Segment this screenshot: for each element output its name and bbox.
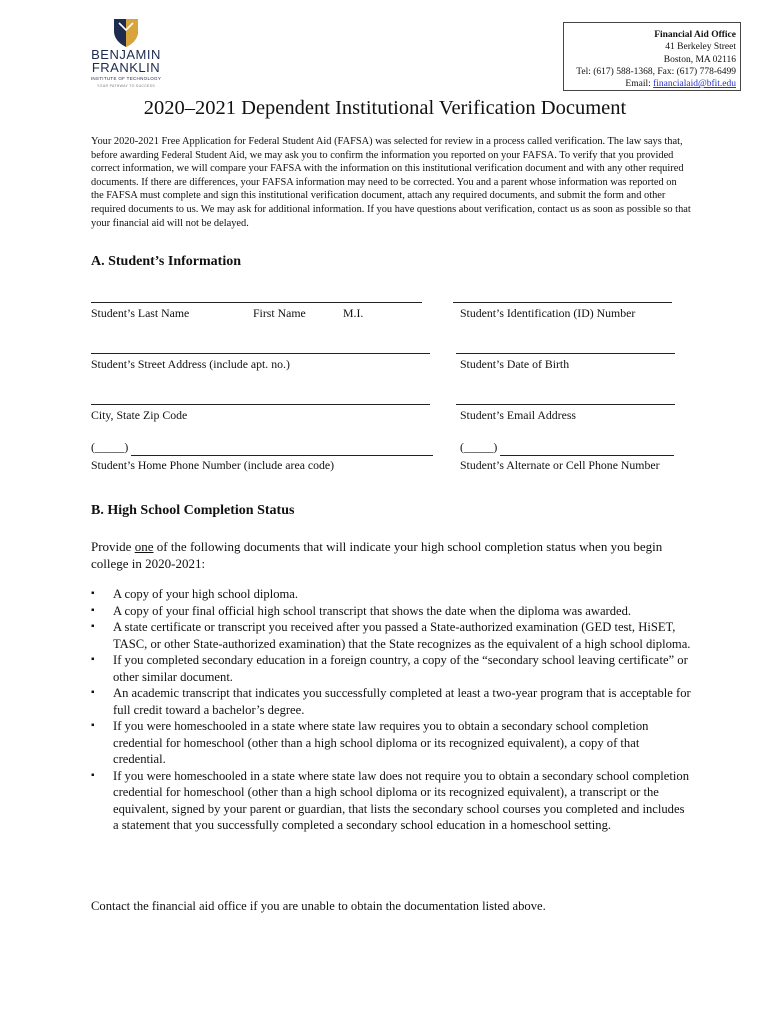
- logo-line-2: FRANKLIN: [91, 60, 161, 75]
- office-title: Financial Aid Office: [654, 30, 736, 40]
- section-b-intro-underlined: one: [134, 539, 154, 554]
- email-field-line[interactable]: [456, 404, 675, 405]
- bullet-icon: ▪: [91, 621, 95, 632]
- list-item-text: If you completed secondary education in a foreign country, a copy of the “secondary school leaving certificate” or other similar document.: [113, 653, 688, 684]
- section-a-heading: A. Student’s Information: [91, 254, 241, 269]
- bullet-icon: ▪: [91, 604, 95, 616]
- bullet-icon: ▪: [91, 720, 95, 731]
- contact-note: Contact the financial aid office if you are unable to obtain the documentation listed above.: [91, 899, 546, 913]
- list-item-text: A state certificate or transcript you received after you passed a State-authorized examination (GED test, HiSET, TASC, or other State-authorized examination) that the State recognizes as the equivalent of a high school diploma.: [113, 620, 691, 651]
- section-b-heading: B. High School Completion Status: [91, 503, 295, 518]
- office-street: 41 Berkeley Street: [665, 42, 736, 53]
- alt-phone-area-code: (_____): [460, 440, 498, 454]
- intro-paragraph: Your 2020-2021 Free Application for Federal Student Aid (FAFSA) was selected for review in a process called verification. The law says that, before awarding Federal Student Aid, we may ask you to confirm the information you reported on your FAFSA. To verify that you provided correct information, we will compare your FAFSA with the information on this institutional verification document and with any other required documents. If there are differences, your FAFSA information may need to be corrected. You and a parent whose information was reported on the FAFSA must complete and sign this institutional verification document, attach any required documents, and submit the form and other required documents to us. We may ask for additional information. If you have questions about verification, contact us as soon as possible so that your financial aid will not be delayed.: [91, 136, 691, 229]
- list-item-text: If you were homeschooled in a state where state law does not require you to obtain a secondary school completion credential for homeschool (other than a high school diploma or its recognized equivalent), a transcript or the equivalent, signed by your parent or guardian, that lists the secondary school courses you completed and includes a statement that you successfully completed a secondary school education in a homeschool setting.: [113, 768, 689, 832]
- first-name-label: First Name: [253, 306, 306, 320]
- bullet-icon: ▪: [91, 687, 95, 698]
- office-contact-box: [563, 22, 741, 91]
- page-title: 2020–2021 Dependent Institutional Verification Document: [143, 97, 627, 119]
- logo-tagline: YOUR PATHWAY TO SUCCESS: [97, 84, 155, 88]
- alt-phone-field-line[interactable]: [500, 455, 674, 456]
- middle-initial-label: M.I.: [343, 306, 364, 320]
- bullet-icon: ▪: [91, 588, 95, 599]
- bullet-icon: ▪: [91, 769, 95, 781]
- home-phone-area-code: (_____): [91, 440, 129, 454]
- office-email-link[interactable]: financialaid@bfit.edu: [653, 79, 736, 90]
- list-item-text: If you were homeschooled in a state where state law requires you to obtain a secondary school completion credential for homeschool (other than a high school diploma or its recognized equivalent), a copy of that credential.: [113, 719, 649, 766]
- list-item: [91, 768, 691, 834]
- list-item: [91, 619, 691, 652]
- name-field-line[interactable]: [91, 302, 422, 303]
- last-name-label: Student’s Last Name: [91, 306, 190, 320]
- list-item: [91, 685, 691, 718]
- student-id-label: Student’s Identification (ID) Number: [460, 306, 636, 320]
- city-field-line[interactable]: [91, 404, 430, 405]
- list-item-text: An academic transcript that indicates you successfully completed at least a two-year program that is acceptable for full credit toward a bachelor’s degree.: [113, 686, 691, 717]
- school-logo: [86, 18, 166, 88]
- dob-label: Student’s Date of Birth: [460, 357, 570, 371]
- list-item: [91, 603, 691, 620]
- logo-line-1: BENJAMIN: [91, 47, 161, 62]
- student-id-field-line[interactable]: [453, 302, 672, 303]
- home-phone-label: Student’s Home Phone Number (include area code): [91, 458, 335, 472]
- office-phone: Tel: (617) 588-1368, Fax: (617) 778-6499: [576, 66, 736, 77]
- list-item: [91, 718, 691, 768]
- list-item-text: A copy of your final official high school transcript that shows the date when the diploma was awarded.: [113, 603, 632, 618]
- document-options-list: [91, 586, 691, 834]
- alt-phone-label: Student’s Alternate or Cell Phone Number: [460, 458, 660, 472]
- logo-line-3: INSTITUTE OF TECHNOLOGY: [90, 76, 162, 81]
- student-email-label: Student’s Email Address: [460, 408, 576, 422]
- section-b-intro: [91, 538, 681, 572]
- section-b-intro-post: of the following documents that will indicate your high school completion status when you begin college in 2020-2021:: [91, 539, 663, 571]
- list-item: [91, 652, 691, 685]
- office-email-label: Email:: [625, 79, 654, 90]
- street-address-label: Student’s Street Address (include apt. no.): [91, 357, 290, 371]
- shield-icon: [113, 18, 139, 48]
- street-field-line[interactable]: [91, 353, 430, 354]
- city-state-zip-label: City, State Zip Code: [91, 408, 188, 422]
- office-email-row: [564, 78, 736, 90]
- section-b-intro-pre: Provide: [91, 539, 135, 554]
- office-city: Boston, MA 02116: [663, 54, 736, 65]
- home-phone-field-line[interactable]: [131, 455, 433, 456]
- list-item: [91, 586, 691, 603]
- bullet-icon: ▪: [91, 654, 95, 665]
- list-item-text: A copy of your high school diploma.: [113, 587, 299, 601]
- dob-field-line[interactable]: [456, 353, 675, 354]
